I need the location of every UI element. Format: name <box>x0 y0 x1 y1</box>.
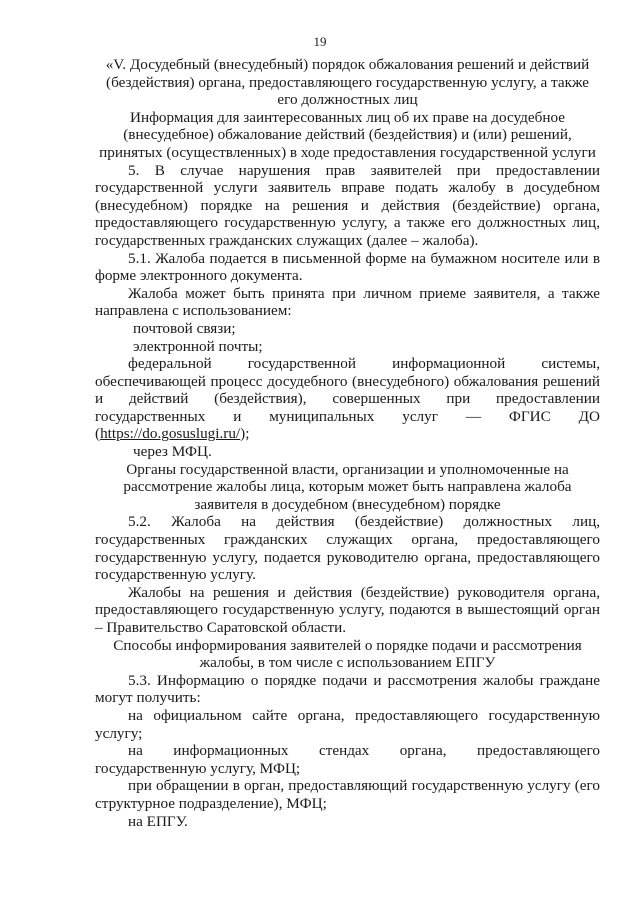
section-title: «V. Досудебный (внесудебный) порядок обжалования решений и действий (бездействия) органа, предоставляющего государственную услугу, а также его должностных лиц <box>105 56 590 109</box>
item-office-visit: при обращении в орган, предоставляющий государственную услугу (его структурное подразделение), МФЦ; <box>95 777 600 812</box>
paragraph-5-2: 5.2. Жалоба на действия (бездействие) должностных лиц, государственных гражданских служащих органа, предоставляющего государственную услугу, подается руководителю органа, предоставляющего государственную услугу. <box>95 513 600 584</box>
list-item-mfc: через МФЦ. <box>133 443 212 461</box>
list-item-email: электронной почты; <box>133 337 263 355</box>
fgis-link[interactable]: https://do.gosuslugi.ru/ <box>100 425 241 443</box>
heading-authorities: Органы государственной власти, организации и уполномоченные на рассмотрение жалобы лица, которым может быть направлена жалоба заявителя в досудебном (внесудебном) порядке <box>123 460 572 513</box>
list-item-fgis <box>95 355 600 443</box>
paragraph-5-1-channels: Жалоба может быть принята при личном приеме заявителя, а также направлена с использованием: <box>95 284 600 320</box>
item-epgu: на ЕПГУ. <box>128 812 188 830</box>
fgis-text: федеральной государственной информационной системы, обеспечивающей процесс досудебного (внесудебного) обжалования решений и действий (бездействия), совершенных при предоставлении государственных и муниципальных услуг — ФГИС ДО ( <box>95 355 600 443</box>
page-number: 19 <box>313 34 327 49</box>
paragraph-5-1: 5.1. Жалоба подается в письменной форме на бумажном носителе или в форме электронного документа. <box>95 249 600 285</box>
document-content <box>95 56 600 830</box>
paragraph-5-2-head: Жалобы на решения и действия (бездействие) руководителя органа, предоставляющего государственную услугу, подаются в вышестоящий орган – Правительство Саратовской области. <box>95 583 600 636</box>
item-official-site: на официальном сайте органа, предоставляющего государственную услугу; <box>95 706 600 742</box>
list-item-mail: почтовой связи; <box>133 319 236 337</box>
paragraph-5-3: 5.3. Информацию о порядке подачи и рассмотрения жалобы граждане могут получить: <box>95 671 600 707</box>
heading-informing: Способы информирования заявителей о порядке подачи и рассмотрения жалобы, в том числе с использованием ЕПГУ <box>113 636 582 672</box>
item-info-stands: на информационных стендах органа, предоставляющего государственную услугу, МФЦ; <box>95 742 600 777</box>
section-subtitle: Информация для заинтересованных лиц об их праве на досудебное (внесудебное) обжалование действий (бездействия) и (или) решений, принятых (осуществленных) в ходе предоставления государственной услуги <box>99 108 596 161</box>
fgis-end: ); <box>240 425 250 443</box>
paragraph-5: 5. В случае нарушения прав заявителей при предоставлении государственной услуги заявитель вправе подать жалобу в досудебном (внесудебном) порядке на решения и действия (бездействие) органа, предоставляющего государственную услугу, а также его должностных лиц, государственных гражданских служащих (далее – жалоба). <box>95 161 600 249</box>
